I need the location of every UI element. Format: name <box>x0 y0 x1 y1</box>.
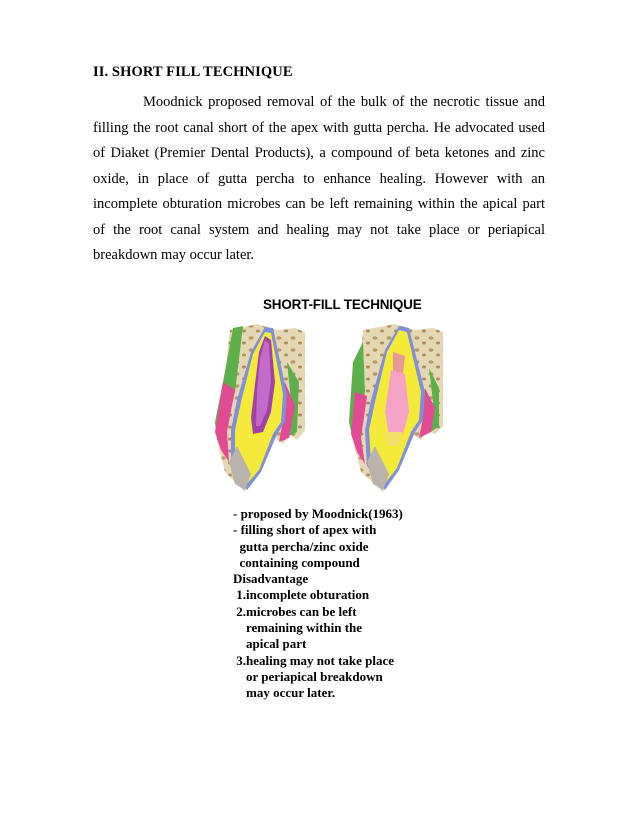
note-line: - proposed by Moodnick(1963) <box>233 506 403 521</box>
figure-notes <box>233 506 403 702</box>
note-line: containing compound <box>233 554 360 570</box>
note-line: apical part <box>233 636 307 652</box>
right-tooth-diagram <box>349 324 443 492</box>
note-line: may occur later. <box>233 685 336 701</box>
body-paragraph <box>93 90 545 269</box>
section-heading: II. SHORT FILL TECHNIQUE <box>93 64 293 80</box>
figure-title: SHORT-FILL TECHNIQUE <box>263 297 422 312</box>
note-line: gutta percha/zinc oxide <box>233 538 369 554</box>
note-line: 1.incomplete obturation <box>233 587 370 603</box>
note-line: 3.healing may not take place <box>233 652 395 668</box>
note-line: or periapical breakdown <box>233 668 383 684</box>
left-tooth-diagram <box>215 324 305 492</box>
note-heading-disadvantage: Disadvantage <box>233 571 309 587</box>
tooth-illustration <box>205 322 445 497</box>
note-line: - filling short of apex with <box>233 522 377 538</box>
note-line: 2.microbes can be left <box>233 603 357 619</box>
note-line: remaining within the <box>233 620 363 636</box>
paragraph-text: Moodnick proposed removal of the bulk of the necrotic tissue and filling the root canal short of the apex with gutta percha. He advocated used of Diaket (Premier Dental Products), a compound of beta ketones and zinc oxide, in place of gutta percha to enhance healing. However with an incomplete obturation microbes can be left remaining within the apical part of the root canal system and healing may not take place or periapical breakdown may occur later. <box>93 94 545 263</box>
